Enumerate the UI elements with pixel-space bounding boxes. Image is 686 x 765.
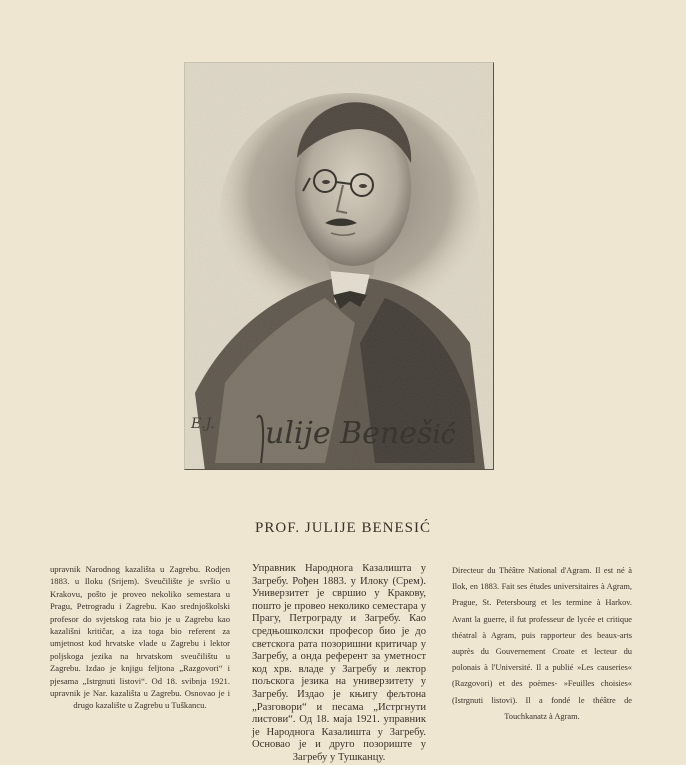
page-title: PROF. JULIJE BENESIĆ	[255, 520, 431, 536]
portrait-drawing	[185, 63, 494, 470]
biography-croatian-latin: upravnik Narodnog kazališta u Zagrebu. Rodjen 1883. u Iloku (Srijem). Sveučilište je svršio u Krakovu, pošto je proveo nekoliko semestara u Pragu, Petrogradu i Zagrebu. Kao srednjoškolski profesor do svjetskog rata bio je u Zagrebu kao kazališni kritičar, a iza toga bio referent za umjetnost kod hrvatske vlade u Zagrebu i lektor poljskoga jezika na hrvatskom sveučilištu u Zagrebu. Izdao je knjigu feljtona „Razgovori“ i pjesama „Istrgnuti listovi“. Od 18. svibnja 1921. upravnik je Nar. kazališta u Zagrebu. Osnovao je i drugo kazalište u Zagrebu u Tuškancu.	[50, 564, 230, 711]
biography-serbian-cyrillic: Управник Народнога Казалишта у Загребу. Рођен 1883. у Илоку (Срем). Универзитет је свршио у Кракову, пошто је провео неколико семестара у Прагу, Петрограду и Загребу. Као средњошколски професор био је до светскога рата позоришни критичар у Загребу, а онда референт за уметност код хрв. владе у Загребу и лектор пољскога језика на универзитету у Загребу. Издао је књигу фељтона „Разговори“ и песама „Истргнути листови“. Од 18. маја 1921. управник је Народнога Казалишта у Загребу. Основао је и друго позориште у Загребу у Тушканцу.	[252, 563, 426, 763]
biography-french: Directeur du Théâtre National d'Agram. Il est né à Ilok, en 1883. Fait ses études universitaires à Agram, Prague, St. Petersbourg et les termine à Harkov. Avant la guerre, il fut professeur de lycée et critique théatral à Agram, puis rapporteur des beaux-arts auprès du Gouvernement Croate et lecteur du polonais à l'Université. Il a publié »Les causeries« (Razgovori) et des poèmes- »Feuilles choisies« (Istrgnuti listovi). Il a fondé le théâtre de Touchkanatz à Agram.	[452, 566, 632, 721]
portrait-image	[184, 62, 494, 470]
